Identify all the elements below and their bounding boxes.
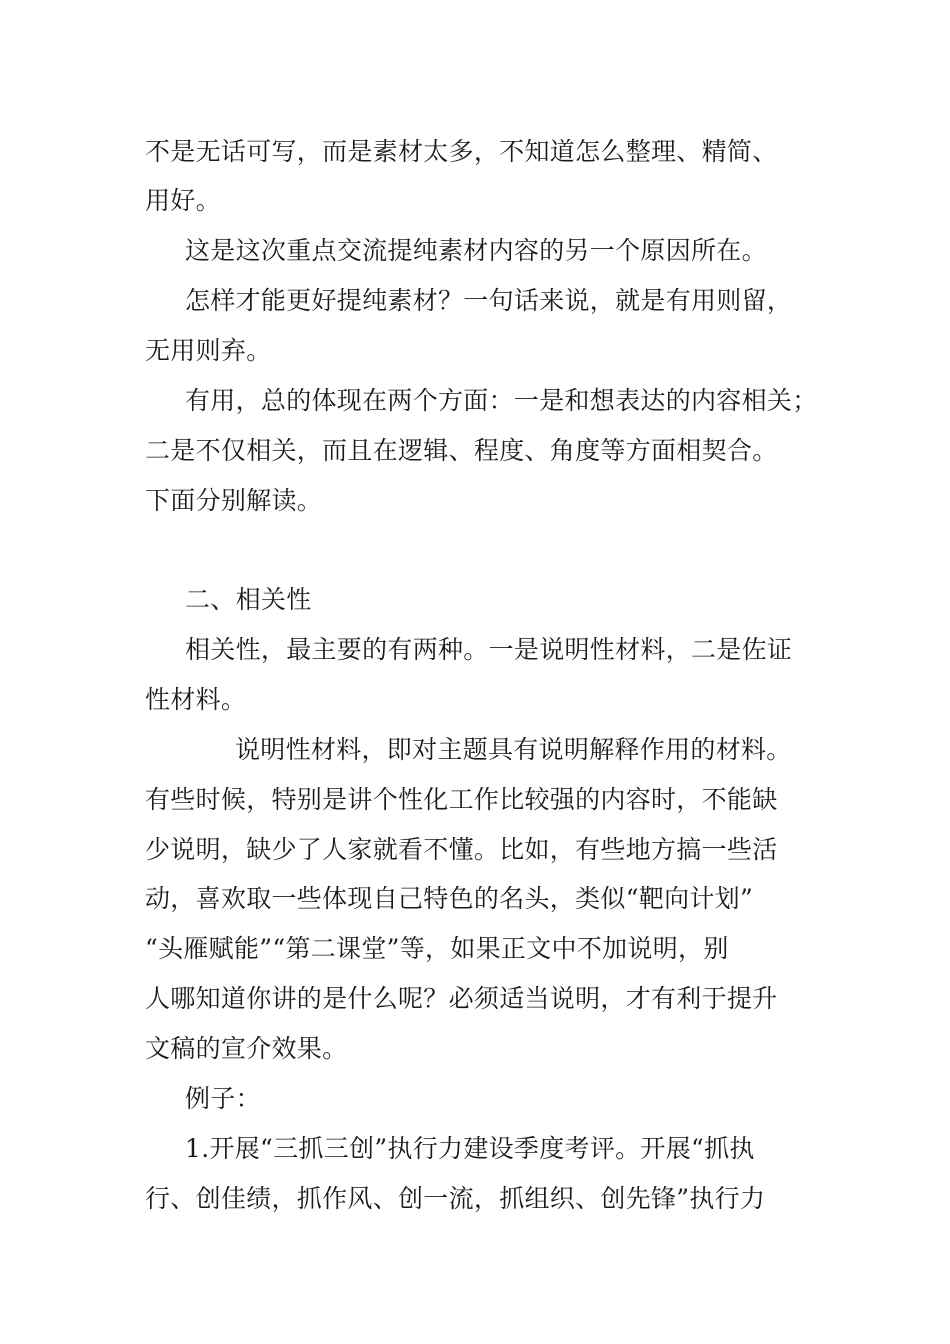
section-heading: 二、相关性 [185,585,312,614]
text-line: 说明性材料，即对主题具有说明解释作用的材料。 [235,735,792,764]
text-line: 怎样才能更好提纯素材？一句话来说，就是有用则留， [185,286,793,315]
text-line: 二是不仅相关，而且在逻辑、程度、角度等方面相契合。 [145,436,778,465]
text-line: 无用则弃。 [145,336,272,365]
text-line: 相关性，最主要的有两种。一是说明性材料，二是佐证 [185,635,793,664]
text-line: 行、创佳绩，抓作风、创一流，抓组织、创先锋”执行力 [145,1184,766,1213]
text-line: “头雁赋能”“第二课堂”等，如果正文中不加说明，别 [145,934,729,963]
text-line: 文稿的宣介效果。 [145,1034,348,1063]
text-line: 人哪知道你讲的是什么呢？必须适当说明，才有利于提升 [145,984,778,1013]
text-line: 动，喜欢取一些体现自己特色的名头，类似“靶向计划” [145,884,754,913]
text-line: 少说明，缺少了人家就看不懂。比如，有些地方搞一些活 [145,835,778,864]
text-line: 用好。 [145,186,221,215]
text-line: 例子： [185,1084,261,1113]
text-line: 1.开展“三抓三创”执行力建设季度考评。开展“抓执 [185,1134,755,1163]
text-line: 有用，总的体现在两个方面：一是和想表达的内容相关； [185,386,818,415]
text-line: 不是无话可写，而是素材太多，不知道怎么整理、精简、 [145,137,778,166]
text-line: 有些时候，特别是讲个性化工作比较强的内容时，不能缺 [145,785,778,814]
text-line: 下面分别解读。 [145,486,323,515]
text-line: 性材料。 [145,685,247,714]
text-line: 这是这次重点交流提纯素材内容的另一个原因所在。 [185,236,767,265]
